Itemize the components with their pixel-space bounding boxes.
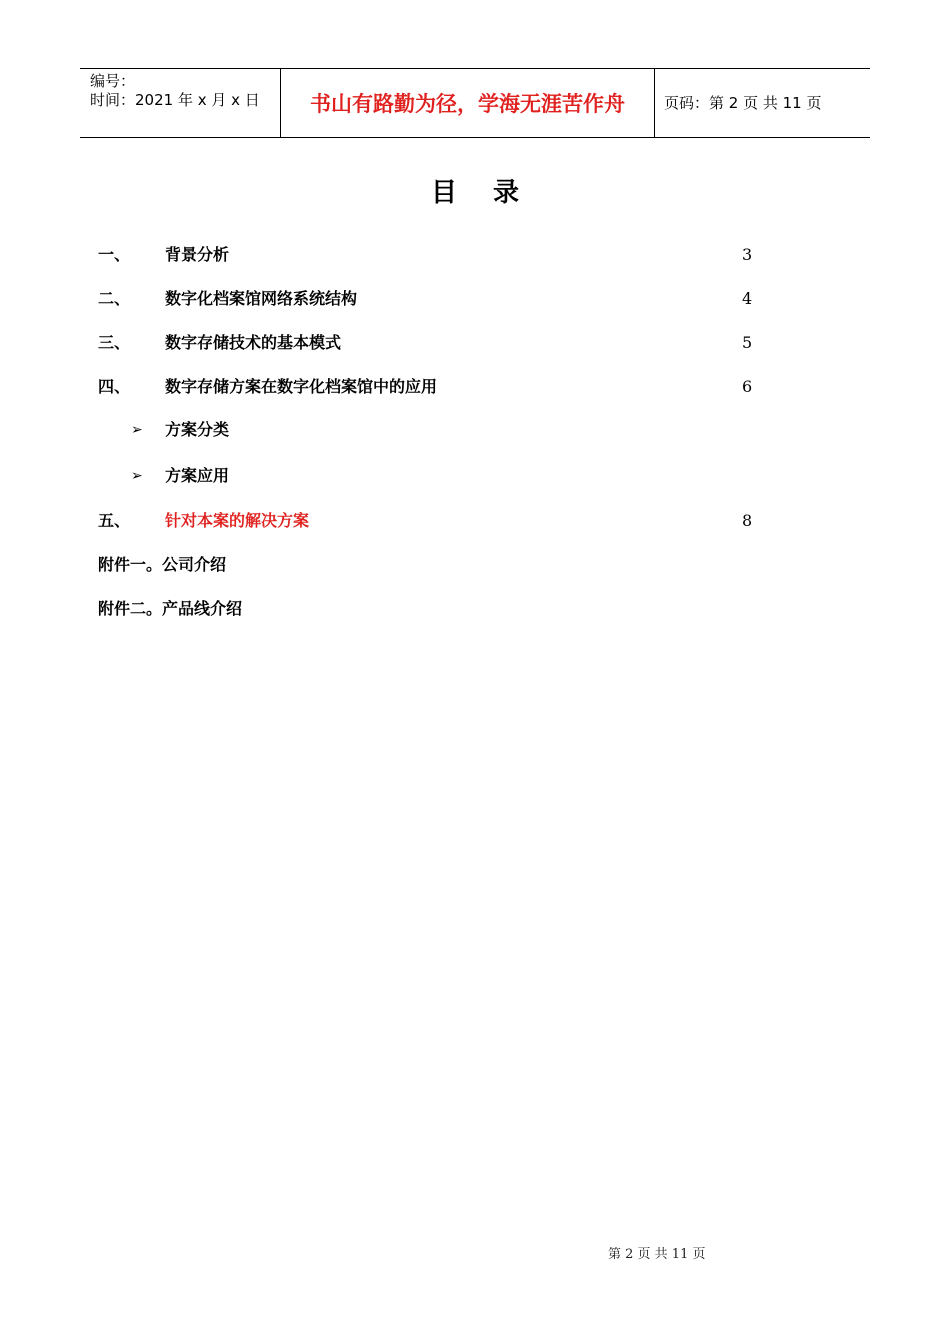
toc-title [0, 176, 950, 210]
toc-entry-label: 方案应用 [165, 466, 230, 485]
toc-entry-page: 8 [742, 511, 753, 530]
document-header [80, 68, 870, 138]
header-page-cell [655, 69, 870, 137]
document-number-label: 编号： [90, 72, 136, 90]
toc-entry[interactable] [0, 375, 950, 399]
toc-entry-label: 针对本案的解决方案 [165, 511, 310, 530]
toc-entry-page: 3 [742, 245, 753, 264]
toc-entry-page: 5 [742, 333, 753, 352]
toc-entry-label: 背景分析 [165, 245, 230, 264]
toc-entry[interactable] [0, 597, 950, 621]
toc-entry-label: 附件二。产品线介绍 [98, 599, 243, 618]
toc-entry[interactable] [0, 331, 950, 355]
header-motto-cell [281, 69, 655, 137]
toc-entry-label: 数字存储方案在数字化档案馆中的应用 [165, 377, 438, 396]
toc-entry-number: 二、 [98, 289, 131, 308]
toc-entry-number: 四、 [98, 377, 131, 396]
toc-subentry[interactable] [0, 418, 950, 442]
header-page-number: 页码：第 2 页 共 11 页 [664, 94, 822, 112]
toc-entry[interactable] [0, 509, 950, 533]
toc-entry-label: 附件一。公司介绍 [98, 555, 227, 574]
arrow-bullet-icon: ➢ [131, 422, 143, 438]
toc-entry-number: 三、 [98, 333, 131, 352]
header-meta-cell [80, 69, 281, 137]
page-footer: 第 2 页 共 11 页 [608, 1247, 706, 1262]
toc-entry-label: 方案分类 [165, 420, 230, 439]
toc-title-char-2: 录 [493, 178, 520, 208]
toc-entry[interactable] [0, 243, 950, 267]
toc-entry-label: 数字化档案馆网络系统结构 [165, 289, 358, 308]
toc-entry[interactable] [0, 287, 950, 311]
toc-subentry[interactable] [0, 464, 950, 488]
toc-entry-number: 五、 [98, 511, 131, 530]
toc-title-char-1: 目 [430, 178, 457, 208]
toc-entry-page: 4 [742, 289, 753, 308]
header-motto: 书山有路勤为径，学海无涯苦作舟 [310, 91, 625, 116]
toc-entry[interactable] [0, 553, 950, 577]
toc-entry-number: 一、 [98, 245, 131, 264]
arrow-bullet-icon: ➢ [131, 468, 143, 484]
toc-entry-label: 数字存储技术的基本模式 [165, 333, 342, 352]
toc-entry-page: 6 [742, 377, 753, 396]
document-date-label: 时间：2021 年 x 月 x 日 [90, 91, 260, 109]
